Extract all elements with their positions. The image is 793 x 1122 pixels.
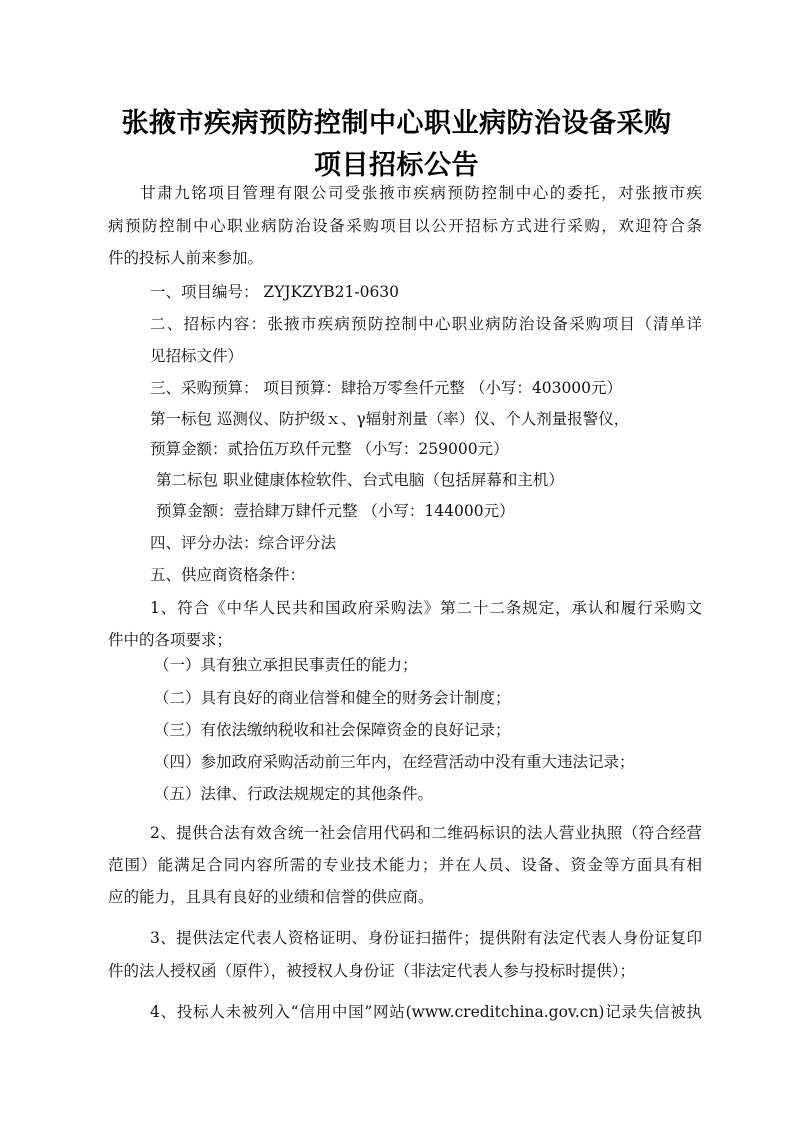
content-line-2: 见招标文件） <box>150 347 244 365</box>
q2-line-2: 范围）能满足合同内容所需的专业技术能力；并在人员、设备、资金等方面具有相 <box>108 856 702 874</box>
q1-item-1: （一）具有独立承担民事责任的能力； <box>154 656 418 674</box>
content-line-1: 二、招标内容：张掖市疾病预防控制中心职业病防治设备采购项目（清单详 <box>150 315 702 333</box>
q1-line-2: 件中的各项要求； <box>108 631 233 649</box>
intro-line-1: 甘肃九铭项目管理有限公司受张掖市疾病预防控制中心的委托，对张掖市疾 <box>140 184 702 202</box>
lot1-items: 第一标包 巡测仪、防护级ｘ、γ辐射剂量（率）仪、个人剂量报警仪， <box>150 410 630 428</box>
lot2-amount: 预算金额：壹拾肆万肆仟元整 （小写：144000元） <box>156 502 515 520</box>
qualifications-heading: 五、供应商资格条件： <box>150 566 306 584</box>
q4-line-1: 4、投标人未被列入“信用中国”网站(www.creditchina.gov.cn)记录失信被执 <box>150 1003 702 1021</box>
q1-item-3: （三）有依法缴纳税收和社会保障资金的良好记录； <box>154 721 511 739</box>
lot1-amount: 预算金额：贰拾伍万玖仟元整 （小写：259000元） <box>150 440 509 458</box>
q2-line-3: 应的能力，且具有良好的业绩和信誉的供应商。 <box>108 888 434 906</box>
document-title-line-2: 项目招标公告 <box>314 150 479 181</box>
q3-line-2: 件的法人授权函（原件），被授权人身份证（非法定代表人参与投标时提供）； <box>108 962 636 980</box>
q1-item-5: （五）法律、行政法规规定的其他条件。 <box>154 785 434 803</box>
q3-line-1: 3、提供法定代表人资格证明、身份证扫描件；提供附有法定代表人身份证复印 <box>150 929 702 947</box>
project-number: 一、项目编号： ZYJKZYB21-0630 <box>150 283 400 301</box>
q2-line-1: 2、提供合法有效含统一社会信用代码和二维码标识的法人营业执照（符合经营 <box>150 824 702 842</box>
evaluation-method: 四、评分办法：综合评分法 <box>150 534 337 552</box>
q1-item-2: （二）具有良好的商业信誉和健全的财务会计制度； <box>154 689 511 707</box>
q1-item-4: （四）参加政府采购活动前三年内，在经营活动中没有重大违法记录； <box>154 753 635 771</box>
q1-line-1: 1、符合《中华人民共和国政府采购法》第二十二条规定，承认和履行采购文 <box>150 599 702 617</box>
lot2-items: 第二标包 职业健康体检软件、台式电脑（包括屏幕和主机） <box>156 471 564 489</box>
document-title-line-1: 张掖市疾病预防控制中心职业病防治设备采购 <box>121 108 672 139</box>
intro-line-2: 病预防控制中心职业病防治设备采购项目以公开招标方式进行采购，欢迎符合条 <box>108 217 702 235</box>
budget-total: 三、采购预算： 项目预算：肆拾万零叁仟元整 （小写：403000元） <box>150 379 623 397</box>
intro-line-3: 件的投标人前来参加。 <box>108 249 264 267</box>
